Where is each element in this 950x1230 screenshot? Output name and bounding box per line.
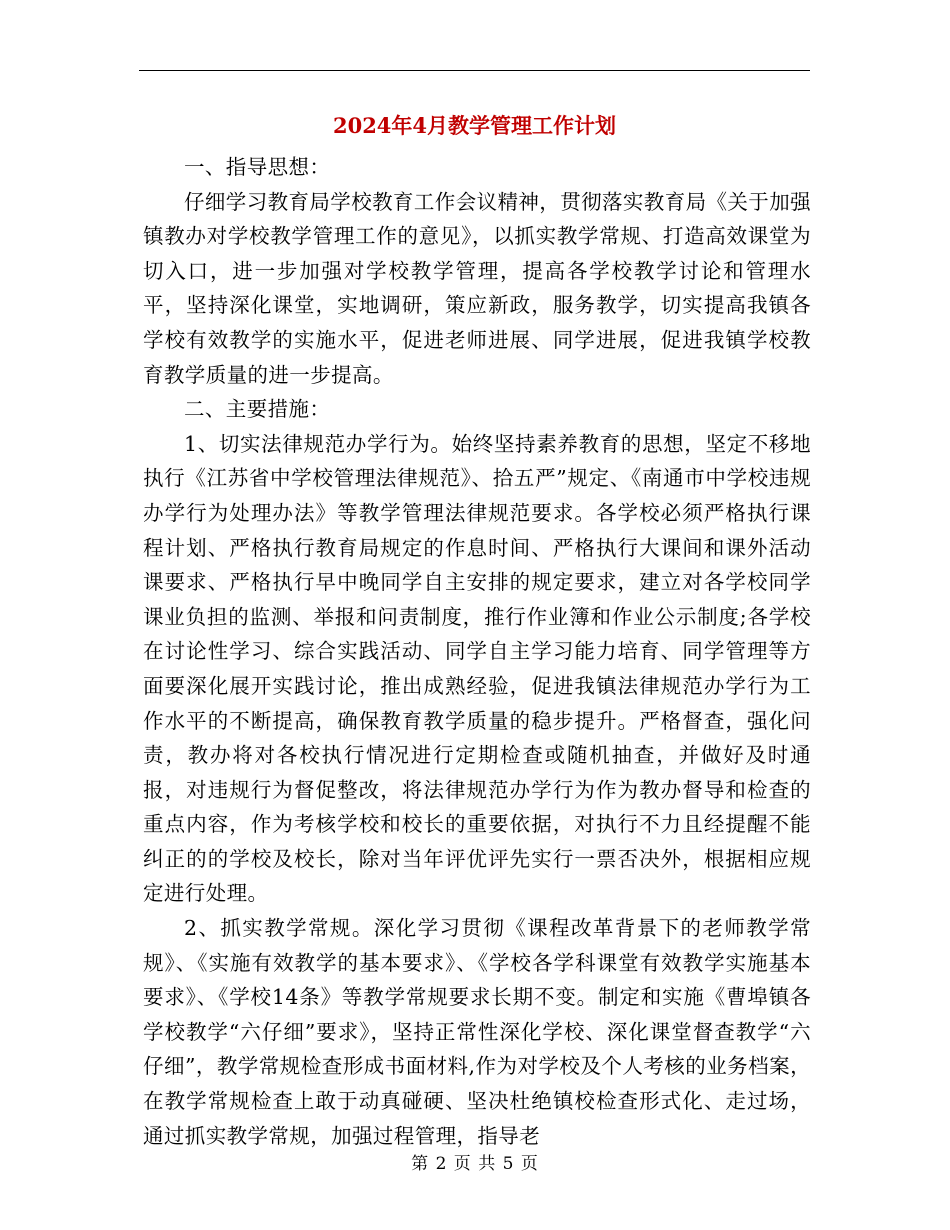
paragraph-guiding-ideology: 仔细学习教育局学校教育工作会议精神，贯彻落实教育局《关于加强镇教办对学校教学管理工作的意见》，以抓实教学常规、打造高效课堂为切入口，进一步加强对学校教学管理，提高各学校教学讨论和管理水平，坚持深化课堂，实地调研，策应新政，服务教学，切实提高我镇各学校有效教学的实施水平，促进老师进展、同学进展，促进我镇学校教育教学质量的进一步提高。 xyxy=(143,189,811,387)
header-rule xyxy=(139,70,810,71)
section-heading-guiding-ideology: 一、指导思想： xyxy=(184,155,331,179)
section-heading-main-measures: 二、主要措施： xyxy=(184,397,331,422)
document-title: 2024年4月教学管理工作计划 xyxy=(332,113,617,138)
page-number: 第 2 页 共 5 页 xyxy=(411,1154,539,1174)
paragraph-measure-1: 1、切实法律规范办学行为。始终坚持素养教育的思想，坚定不移地执行《江苏省中学校管理法律规范》、拾五严”规定、《南通市中学校违规办学行为处理办法》等教学管理法律规范要求。各学校必须严格执行课程计划、严格执行教育局规定的作息时间、严格执行大课间和课外活动课要求、严格执行早中晚同学自主安排的规定要求，建立对各学校同学课业负担的监测、举报和问责制度，推行作业簿和作业公示制度;各学校在讨论性学习、综合实践活动、同学自主学习能力培育、同学管理等方面要深化展开实践讨论，推出成熟经验，促进我镇法律规范办学行为工作水平的不断提高，确保教育教学质量的稳步提升。严格督查，强化问责，教办将对各校执行情况进行定期检查或随机抽查，并做好及时通报，对违规行为督促整改，将法律规范办学行为作为教办督导和检查的重点内容，作为考核学校和校长的重要依据，对执行不力且经提醒不能纠正的的学校及校长，除对当年评优评先实行一票否决外，根据相应规定进行处理。 xyxy=(143,431,811,906)
document-body xyxy=(143,150,811,1153)
paragraph-measure-2: 2、抓实教学常规。深化学习贯彻《课程改革背景下的老师教学常规》、《实施有效教学的基本要求》、《学校各学科课堂有效教学实施基本要求》、《学校14条》等教学常规要求长期不变。制定和实施《曹埠镇各学校教学“六仔细”要求》，坚持正常性深化学校、深化课堂督查教学“六仔细”，教学常规检查形成书面材料,作为对学校及个人考核的业务档案，在教学常规检查上敢于动真碰硬、坚决杜绝镇校检查形式化、走过场，通过抓实教学常规，加强过程管理，指导老 xyxy=(143,916,811,1148)
